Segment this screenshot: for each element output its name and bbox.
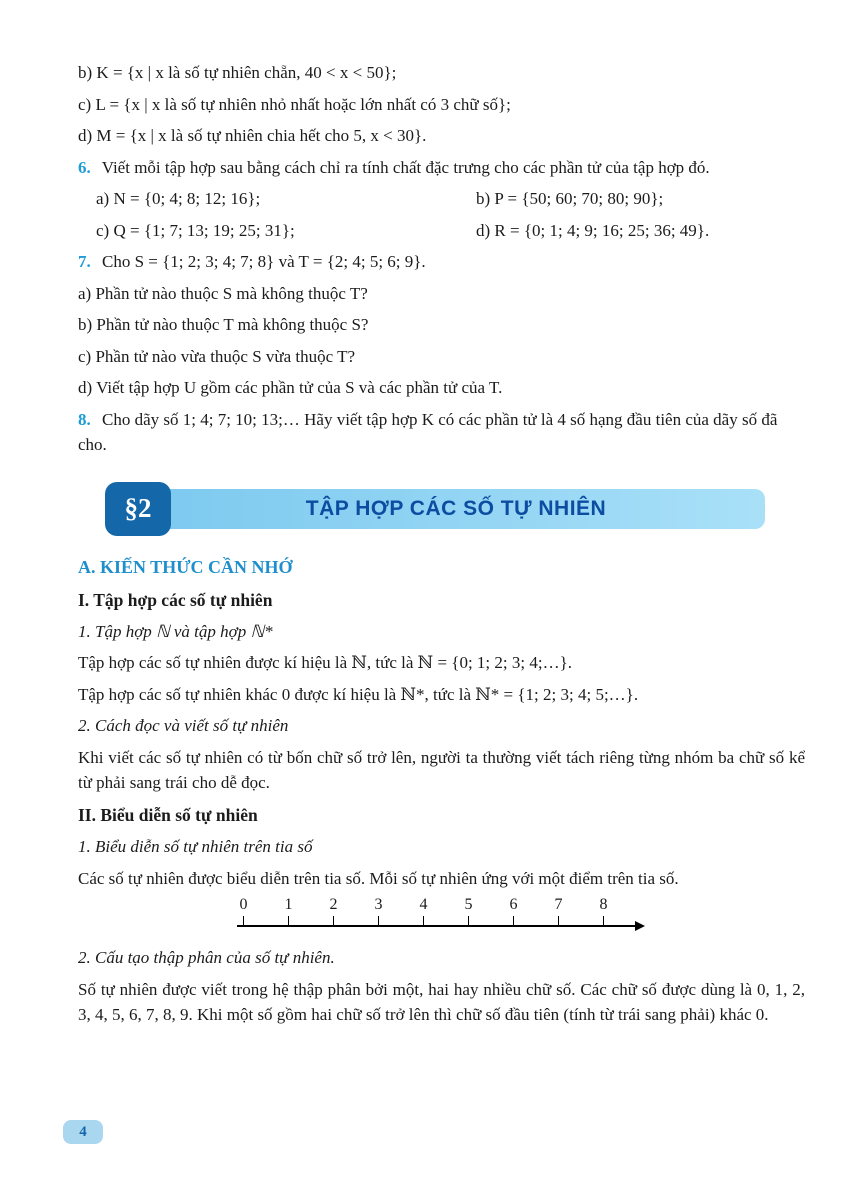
heading-section-1: I. Tập hợp các số tự nhiên	[78, 589, 273, 610]
paragraph-decimal-structure: Số tự nhiên được viết trong hệ thập phân bởi một, hai hay nhiều chữ số. Các chữ số được dùng là 0, 1, 2, 3, 4, 5, 6, 7, 8, 9. Khi một số gồm hai chữ số trở lên thì chữ số đầu tiên (tính từ trái sang phải) khác 0.	[78, 979, 805, 1024]
exercise-6-number: 6.	[78, 157, 91, 177]
page-number: 4	[79, 1123, 87, 1140]
number-line-label-4: 4	[419, 896, 428, 913]
heading-section-2: II. Biểu diễn số tự nhiên	[78, 804, 258, 825]
page-number-badge	[63, 1120, 103, 1144]
number-line-label-5: 5	[464, 896, 473, 913]
exercise-7-number: 7.	[78, 252, 91, 271]
exercise-8-number: 8.	[78, 409, 91, 429]
exercise-6-parts	[96, 186, 805, 249]
paragraph-number-ray: Các số tự nhiên được biểu diễn trên tia số. Mỗi số tự nhiên ứng với một điểm trên tia số.	[78, 868, 679, 888]
number-line-label-0: 0	[239, 896, 248, 913]
number-line-axis	[237, 925, 637, 927]
number-line-label-8: 8	[599, 896, 608, 913]
exercise-6-part-b: b) P = {50; 60; 70; 80; 90};	[476, 189, 664, 208]
number-line	[237, 897, 647, 937]
exercise-8	[78, 407, 805, 458]
exercise5-item-c: c) L = {x | x là số tự nhiên nhỏ nhất hoặc lớn nhất có 3 chữ số};	[78, 94, 511, 114]
exercise-6-text: Viết mỗi tập hợp sau bằng cách chỉ ra tính chất đặc trưng cho các phần tử của tập hợp đó.	[101, 157, 710, 177]
section-badge: §2	[105, 482, 171, 536]
exercise5-item-d: d) M = {x | x là số tự nhiên chia hết cho 5, x < 30}.	[78, 126, 427, 145]
paragraph-n-star-definition: Tập hợp các số tự nhiên khác 0 được kí hiệu là ℕ*, tức là ℕ* = {1; 2; 3; 4; 5;…}.	[78, 684, 639, 704]
exercise-7-part-b: b) Phần tử nào thuộc T mà không thuộc S?	[78, 315, 369, 334]
subheading-1-1: 1. Tập hợp ℕ và tập hợp ℕ*	[78, 621, 273, 641]
paragraph-reading-writing: Khi viết các số tự nhiên có từ bốn chữ số trở lên, người ta thường viết tách riêng từng nhóm ba chữ số kể từ phải sang trái cho dễ đọc.	[78, 747, 805, 793]
exercise-7-text: Cho S = {1; 2; 3; 4; 7; 8} và T = {2; 4; 5; 6; 9}.	[102, 252, 426, 271]
number-line-label-2: 2	[329, 896, 338, 913]
heading-kien-thuc-can-nho: A. KIẾN THỨC CẦN NHỚ	[78, 556, 293, 577]
exercise5-item-b: b) K = {x | x là số tự nhiên chẵn, 40 < x < 50};	[78, 63, 397, 82]
paragraph-n-definition: Tập hợp các số tự nhiên được kí hiệu là ℕ, tức là ℕ = {0; 1; 2; 3; 4;…}.	[78, 653, 572, 673]
subheading-2-2: 2. Cấu tạo thập phân của số tự nhiên.	[78, 948, 335, 967]
exercise-6-part-a: a) N = {0; 4; 8; 12; 16};	[96, 189, 261, 208]
section-banner	[147, 489, 765, 529]
section-title: TẬP HỢP CÁC SỐ TỰ NHIÊN	[305, 496, 607, 520]
exercise-7-part-a: a) Phần tử nào thuộc S mà không thuộc T?	[78, 283, 368, 303]
section-header	[105, 482, 765, 536]
number-line-label-1: 1	[284, 896, 293, 913]
exercise-8-text: Cho dãy số 1; 4; 7; 10; 13;… Hãy viết tập hợp K có các phần tử là 4 số hạng đầu tiên của dãy số đã cho.	[78, 409, 778, 454]
exercise-7-part-d: d) Viết tập hợp U gồm các phần tử của S và các phần tử của T.	[78, 378, 503, 397]
number-line-label-7: 7	[554, 896, 563, 913]
subheading-2-1: 1. Biểu diễn số tự nhiên trên tia số	[78, 837, 313, 856]
number-line-label-6: 6	[509, 896, 518, 913]
number-line-label-3: 3	[374, 896, 383, 913]
number-line-arrow-icon	[635, 921, 645, 931]
exercise-7-part-c: c) Phần tử nào vừa thuộc S vừa thuộc T?	[78, 346, 356, 366]
exercise-6-part-c: c) Q = {1; 7; 13; 19; 25; 31};	[96, 220, 295, 240]
subheading-1-2: 2. Cách đọc và viết số tự nhiên	[78, 716, 289, 736]
exercise-7	[78, 249, 805, 275]
exercise-6-part-d: d) R = {0; 1; 4; 9; 16; 25; 36; 49}.	[476, 220, 710, 240]
exercise-6	[78, 155, 805, 181]
